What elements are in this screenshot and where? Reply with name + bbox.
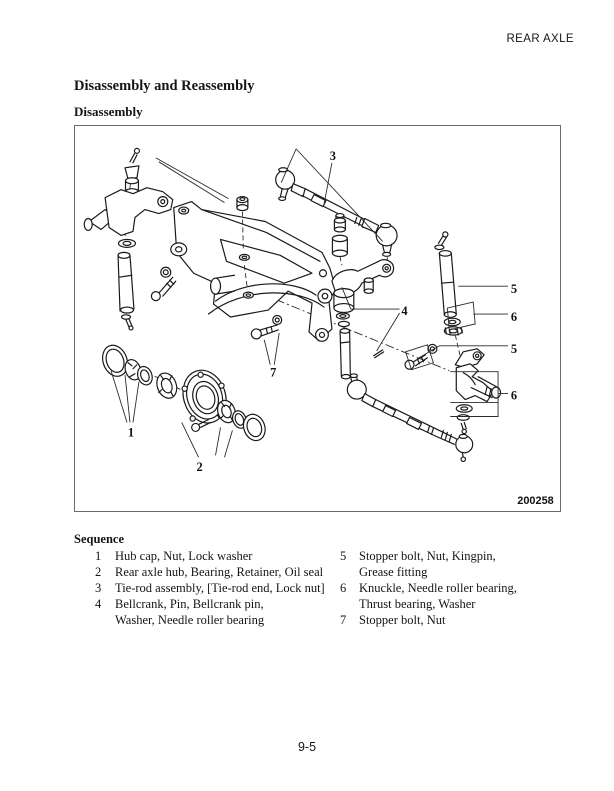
- sequence-item-number: 4: [95, 597, 102, 611]
- callout-2: 2: [196, 460, 203, 475]
- hub-parts-group: [98, 342, 268, 444]
- sequence-heading: Sequence: [74, 532, 124, 546]
- sequence-item-wrap: [340, 564, 566, 580]
- callout-1: 1: [127, 425, 135, 440]
- figure-code: 200258: [517, 495, 554, 508]
- sequence-item-text: Rear axle hub, Bearing, Retainer, Oil seal: [115, 565, 324, 579]
- sequence-item-number: 3: [95, 581, 102, 595]
- page-header-label: REAR AXLE: [506, 33, 574, 45]
- kingpin-right: [439, 251, 451, 257]
- exploded-view-figure: [74, 125, 561, 512]
- kingpin: [118, 252, 130, 258]
- kingpin-washer: [119, 239, 136, 247]
- axle-beam: [171, 202, 336, 342]
- thrust-washer: [444, 318, 460, 326]
- callout-5-lower: 5: [510, 341, 518, 356]
- sequence-item-text: Thrust bearing, Washer: [359, 597, 476, 611]
- sequence-item-wrap: [74, 612, 340, 628]
- sequence-item-text: Bellcrank, Pin, Bellcrank pin,: [115, 597, 264, 611]
- sequence-item-number: 7: [340, 613, 347, 627]
- exploded-diagram: [75, 126, 560, 511]
- sequence-item: [340, 612, 566, 628]
- sequence-item-text: Knuckle, Needle roller bearing,: [359, 581, 517, 595]
- sequence-item-text: Tie-rod assembly, [Tie-rod end, Lock nut]: [115, 581, 325, 595]
- sequence-item: [340, 548, 566, 564]
- sequence-item-wrap: [340, 596, 566, 612]
- callout-3: 3: [329, 148, 337, 163]
- callout-4: 4: [401, 304, 408, 319]
- sequence-section: [74, 531, 569, 628]
- sequence-item: [340, 580, 566, 596]
- section-subtitle: Disassembly: [74, 104, 143, 119]
- sequence-right-column: [340, 548, 566, 628]
- sequence-item-text: Hub cap, Nut, Lock washer: [115, 549, 253, 563]
- sequence-item: [74, 548, 340, 564]
- sequence-item-number: [340, 564, 359, 580]
- sequence-item-number: 1: [95, 549, 102, 563]
- sequence-item-number: 5: [340, 549, 347, 563]
- hub-bearing-outer: [153, 370, 180, 401]
- callout-6-lower: 6: [510, 388, 518, 403]
- sequence-item-text: Washer, Needle roller bearing: [115, 613, 265, 627]
- page-title: Disassembly and Reassembly: [74, 78, 255, 94]
- callout-6-upper: 6: [510, 309, 518, 324]
- bellcrank-assembly: [332, 260, 394, 379]
- sequence-left-column: [74, 548, 340, 628]
- sequence-item-text: Grease fitting: [359, 565, 428, 579]
- sequence-item-number: 2: [95, 565, 102, 579]
- sequence-item-text: Stopper bolt, Nut: [359, 613, 446, 627]
- stopper-bolt-center: [251, 316, 281, 339]
- callout-7: 7: [270, 365, 277, 380]
- page-number: 9-5: [297, 740, 317, 754]
- tie-rod-assembly-lower: [347, 374, 472, 462]
- grease-fitting: [134, 148, 139, 153]
- right-kingpin-assembly: [435, 232, 462, 361]
- sequence-item: [74, 564, 340, 580]
- sequence-item-text: Stopper bolt, Nut, Kingpin,: [359, 549, 496, 563]
- left-bolt-and-nut: [151, 267, 175, 300]
- sequence-item-number: [340, 596, 359, 612]
- callout-leaders: [111, 149, 508, 457]
- right-knuckle-assembly: [455, 349, 500, 434]
- bellcrank-pin: [340, 329, 350, 334]
- sequence-item: [74, 580, 340, 596]
- left-knuckle-assembly: [84, 148, 173, 330]
- bellcrank-bushings: [332, 214, 347, 266]
- sequence-item-number: 6: [340, 581, 347, 595]
- sequence-item-number: [95, 612, 115, 628]
- sequence-item: [74, 596, 340, 612]
- callout-5-upper: 5: [510, 282, 518, 297]
